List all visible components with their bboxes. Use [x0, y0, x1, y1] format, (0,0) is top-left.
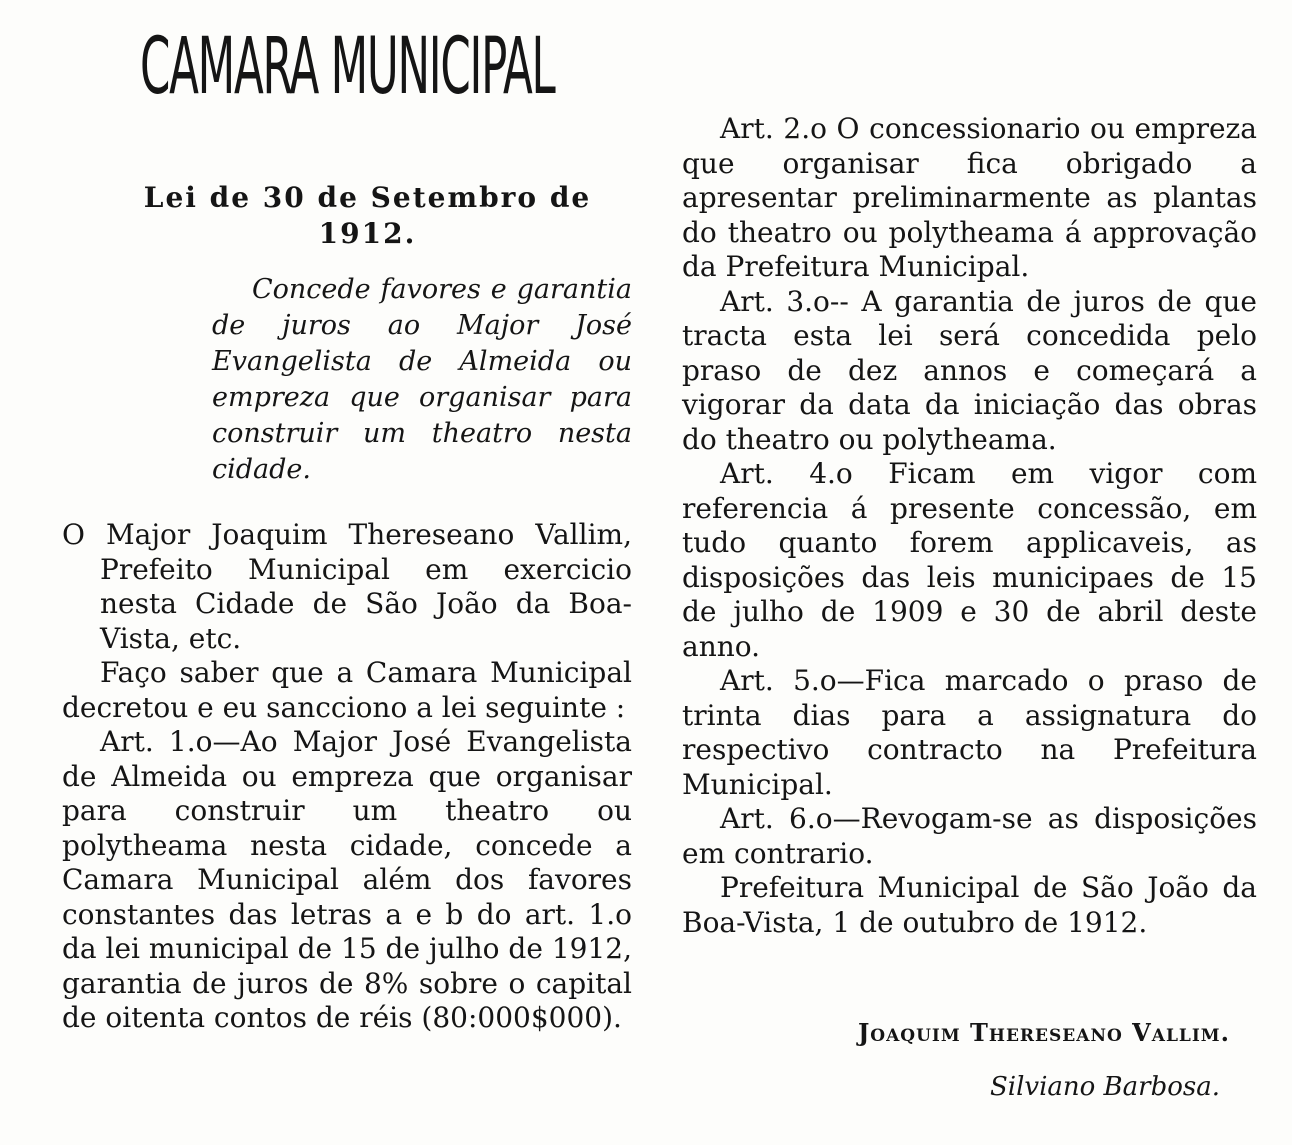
article-1: Art. 1.o—Ao Major José Evangelista de Almeida ou empreza que organisar para construir um theatro ou polytheama nesta cidade, concede a Camara Municipal além dos favores constantes das letras a e b do art. 1.o da lei municipal de 15 de julho de 1912, garantia de juros de 8% sobre o capital de oitenta contos de réis (80:000$000). — [62, 725, 632, 1034]
law-title: Lei de 30 de Setembro de 1912. — [143, 181, 592, 250]
summary-text: Concede favores e garantia de juros ao Major José Evangelista de Almeida ou empreza que organisar para construir um theatro nesta cidade. — [212, 274, 632, 485]
article-5: Art. 5.o—Fica marcado o praso de trinta dias para a assignatura do respectivo contracto na Prefeitura Municipal. — [682, 664, 1257, 801]
signature-second: Silviano Barbosa. — [989, 1072, 1220, 1102]
right-column-body — [682, 112, 1257, 940]
masthead: CAMARA MUNICIPAL — [140, 22, 555, 112]
closing-paragraph: Prefeitura Municipal de São João da Boa-Vista, 1 de outubro de 1912. — [682, 871, 1257, 939]
article-2: Art. 2.o O concessionario ou empreza que organisar fica obrigado a apresentar preliminarmente as plantas do theatro ou polytheama á approvação da Prefeitura Municipal. — [682, 112, 1257, 283]
left-column-body — [62, 518, 632, 1036]
article-3: Art. 3.o-- A garantia de juros de que tracta esta lei será concedida pelo praso de dez annos e começará a vigorar da data da iniciação das obras do theatro ou polytheama. — [682, 284, 1257, 456]
article-4: Art. 4.o Ficam em vigor com referencia á presente concessão, em tudo quanto forem applicaveis, as disposições das leis municipaes de 15 de julho de 1909 e 30 de abril deste anno. — [682, 457, 1257, 663]
article-6: Art. 6.o—Revogam-se as disposições em contrario. — [682, 802, 1257, 870]
faco-saber-paragraph: Faço saber que a Camara Municipal decretou e eu sancciono a lei seguinte : — [62, 656, 632, 724]
law-summary — [212, 272, 632, 488]
intro-paragraph: O Major Joaquim Thereseano Vallim, Prefeito Municipal em exercicio nesta Cidade de São João da Boa-Vista, etc. — [62, 518, 632, 655]
signature-name: Joaquim Thereseano Vallim. — [857, 1018, 1230, 1047]
